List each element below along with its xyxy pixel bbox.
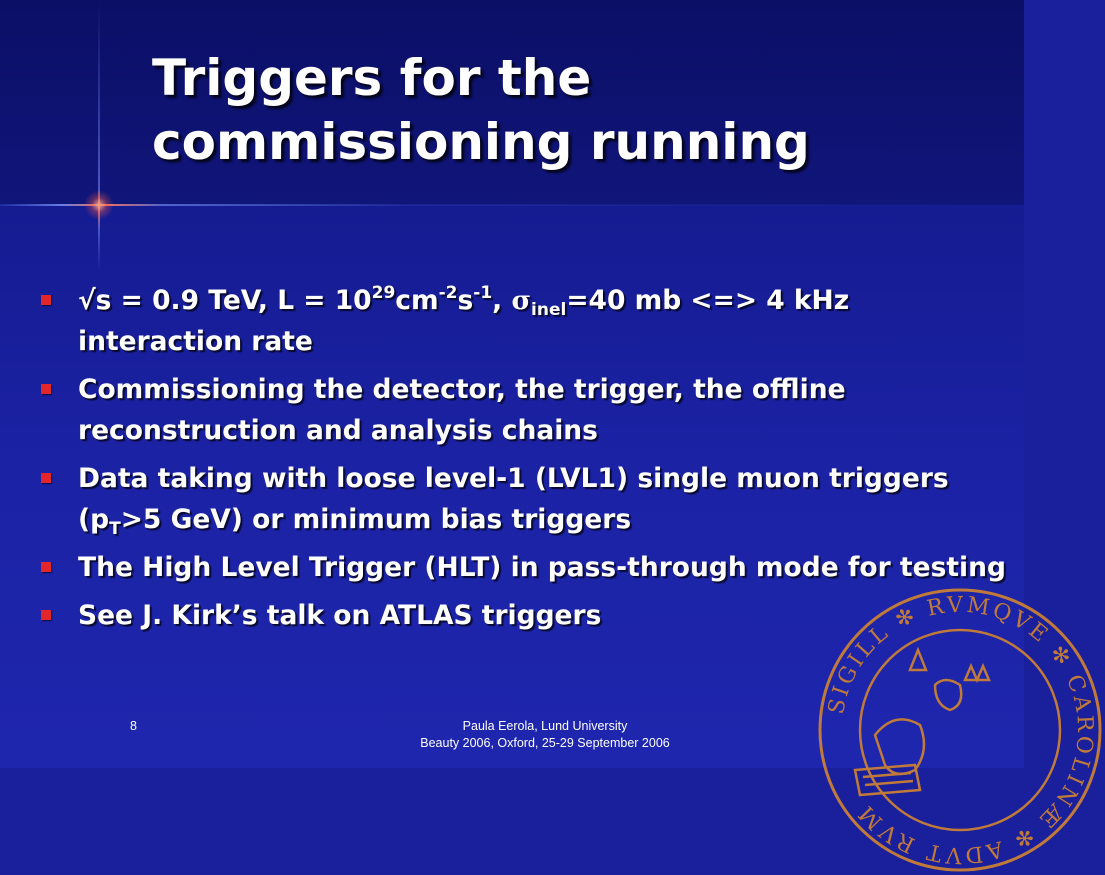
bullet-item xyxy=(38,280,1013,362)
university-seal-logo xyxy=(815,585,1105,875)
bullet-marker xyxy=(41,384,51,394)
superscript: 29 xyxy=(371,283,396,303)
bullet-item xyxy=(38,547,1013,588)
subscript: T xyxy=(109,519,121,539)
bullet-text: =40 mb <=> 4 kHz interaction rate xyxy=(78,285,850,357)
bullet-text: s xyxy=(457,285,474,316)
bullet-marker xyxy=(41,562,51,572)
subscript: inel xyxy=(531,300,567,320)
bullet-text: The High Level Trigger (HLT) in pass-through mode for testing xyxy=(78,552,1006,583)
bullet-text: >5 GeV) or minimum bias triggers xyxy=(120,504,632,535)
bullet-text: Commissioning the detector, the trigger, the offline reconstruction and analysis chains xyxy=(78,374,846,446)
footer-credits xyxy=(370,718,720,752)
bullet-marker xyxy=(41,295,51,305)
footer-event: Beauty 2006, Oxford, 25-29 September 2006 xyxy=(420,736,670,750)
svg-text:SIGILL ✻ RVMQVE ✻ CAROLINÆ ✻ A: SIGILL ✻ RVMQVE ✻ CAROLINÆ ✻ ADVT RVM xyxy=(823,592,1098,868)
slide-title xyxy=(152,46,992,174)
bullet-item xyxy=(38,458,1013,540)
sigma-symbol: σ xyxy=(511,285,532,316)
slide-title-line-2: commissioning running xyxy=(152,113,810,171)
bullet-text: , xyxy=(492,285,512,316)
superscript: -2 xyxy=(438,283,458,303)
decorative-light-flare xyxy=(84,190,114,220)
bullet-text: √s = 0.9 TeV, L = 10 xyxy=(78,285,372,316)
bullet-item xyxy=(38,369,1013,451)
bullet-text: See J. Kirk’s talk on ATLAS triggers xyxy=(78,600,602,631)
decorative-horizontal-line xyxy=(0,204,1024,206)
bullet-text: cm xyxy=(395,285,439,316)
bullet-text: Data taking with loose level-1 (LVL1) single muon triggers (p xyxy=(78,463,949,535)
decorative-vertical-line xyxy=(98,0,100,270)
footer-author: Paula Eerola, Lund University xyxy=(462,719,628,733)
slide-title-line-1: Triggers for the xyxy=(152,49,592,107)
page-number: 8 xyxy=(130,719,137,733)
bullet-marker xyxy=(41,473,51,483)
bullet-marker xyxy=(41,610,51,620)
superscript: -1 xyxy=(473,283,493,303)
